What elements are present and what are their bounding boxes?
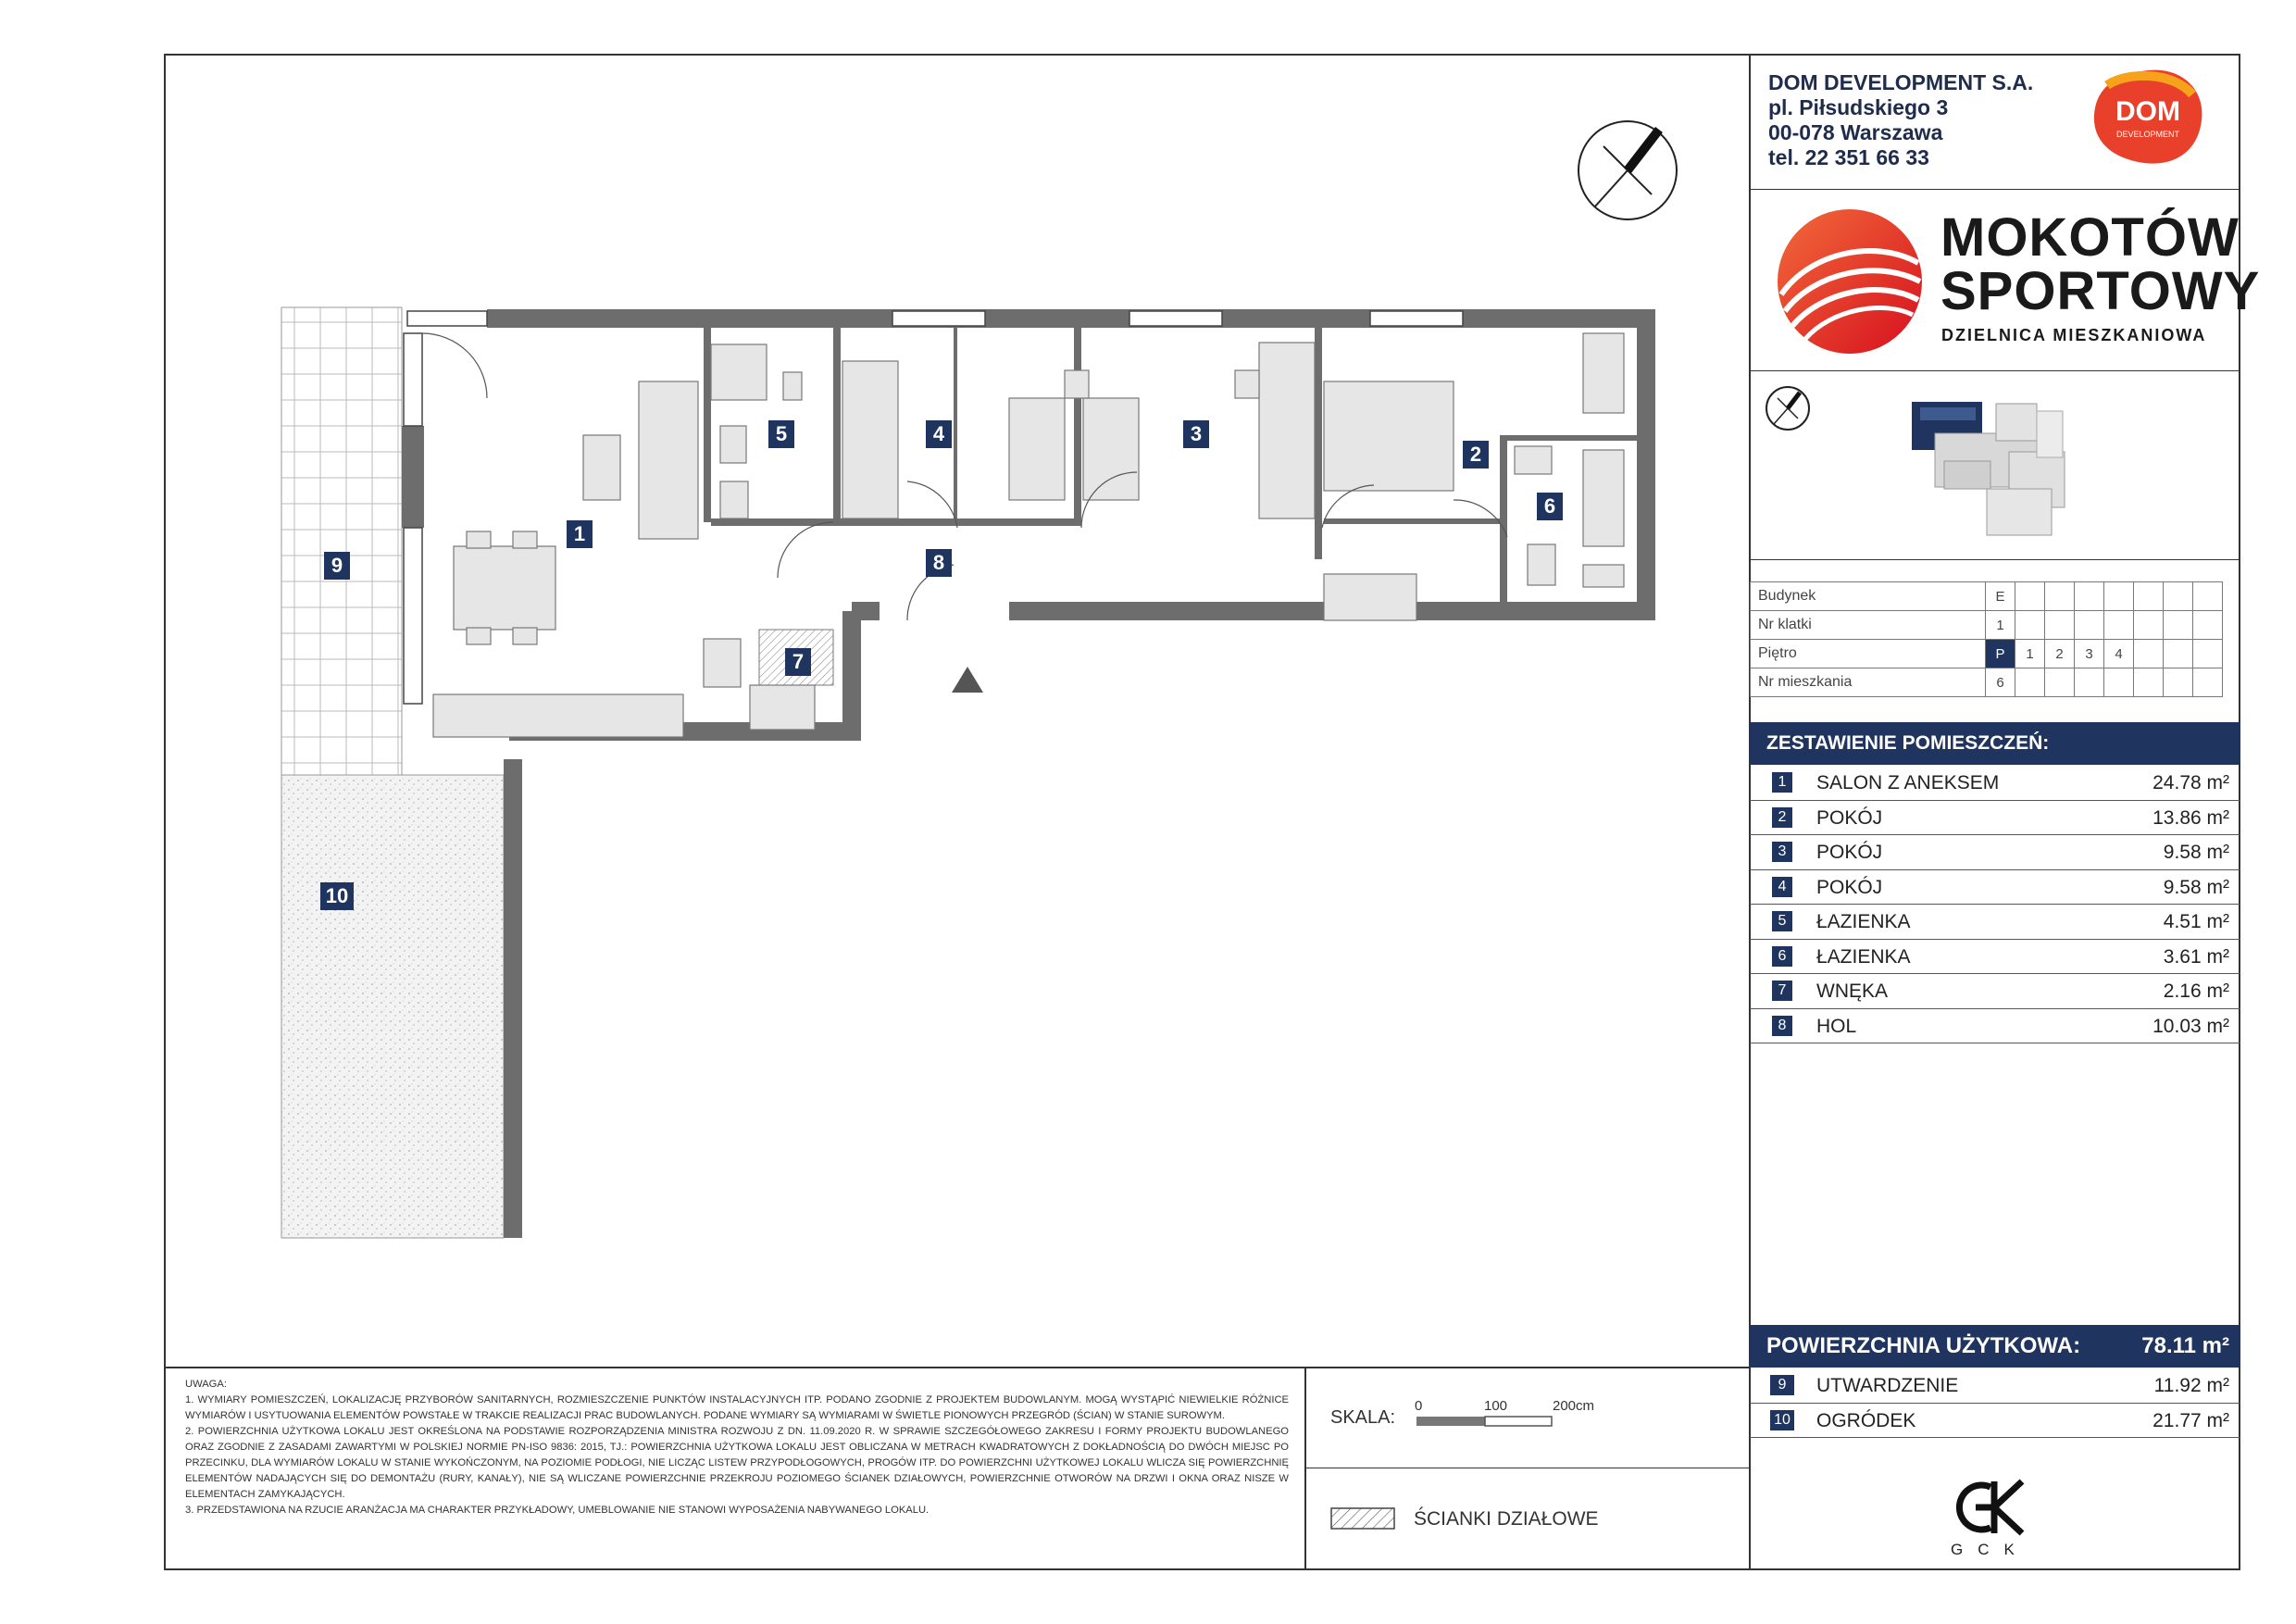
dom-logo-subtext: DEVELOPMENT — [2115, 130, 2180, 139]
info-label: Piętro — [1751, 640, 1986, 668]
company-name: DOM DEVELOPMENT S.A. — [1768, 70, 2034, 94]
keyplan-bottom-rule — [1749, 559, 2240, 560]
info-row-floor — [1751, 640, 2223, 668]
plan-label-room-3: 3 — [1183, 420, 1209, 448]
room-area: 9.58 m² — [2163, 842, 2229, 863]
info-row-apartment — [1751, 668, 2223, 697]
room-number: 1 — [1772, 772, 1792, 793]
total-area-label: POWIERZCHNIA UŻYTKOWA: — [1766, 1333, 2081, 1358]
room-name: POKÓJ — [1816, 876, 1883, 898]
notes-title: UWAGA: — [185, 1379, 227, 1390]
plan-label-room-1: 1 — [567, 520, 593, 548]
project-divider — [1749, 370, 2240, 371]
room-row — [1750, 1009, 2240, 1044]
dom-logo-text: DOM — [2115, 96, 2180, 127]
gck-letters: GCK — [1951, 1541, 2029, 1558]
project-subtitle: DZIELNICA MIESZKANIOWA — [1941, 326, 2207, 344]
scale-tick-0: 0 — [1415, 1398, 1423, 1414]
plan-label-room-7: 7 — [785, 648, 811, 676]
rooms-list — [1750, 766, 2240, 1043]
building-key-plan — [1907, 396, 2083, 544]
room-row — [1750, 940, 2240, 975]
room-area: 24.78 m² — [2152, 772, 2229, 793]
room-name: POKÓJ — [1816, 842, 1883, 863]
info-row-staircase — [1751, 611, 2223, 640]
company-street: pl. Piłsudskiego 3 — [1768, 95, 1949, 119]
room-area: 3.61 m² — [2163, 945, 2229, 968]
info-value: 2 — [2045, 640, 2075, 668]
note-1: 1. WYMIARY POMIESZCZEŃ, LOKALIZACJĘ PRZYBORÓW SANITARNYCH, ROZMIESZCZENIE PUNKTÓW INSTALACYJNYCH ITP. PODANO ZGODNIE Z PROJEKTEM BUDOWLANYM. MOGĄ WYSTĄPIĆ NIEWIELKIE RÓŻNICE WYMIARÓW I USYTUOWANIA ELEMENTÓW POWSTAŁE W TRAKCIE REALIZACJI PRAC BUDOWLANYCH. PODANE WYMIARY SĄ WYMIARAMI W ŚWIETLE PIONOWYCH PRZEGRÓD (ŚCIAN) W STANIE SUROWYM. — [185, 1394, 1289, 1421]
room-row — [1750, 801, 2240, 836]
scale-tick-100: 100 — [1484, 1398, 1508, 1414]
plan-label-room-6: 6 — [1537, 493, 1563, 520]
company-divider — [1749, 189, 2240, 190]
floor-plan — [268, 296, 1676, 1241]
info-row-building — [1751, 582, 2223, 611]
entrance-arrow-icon — [952, 667, 983, 693]
apartment-info-table — [1750, 581, 2223, 697]
extra-area: 21.77 m² — [2152, 1409, 2229, 1431]
room-name: POKÓJ — [1816, 806, 1883, 829]
extra-row — [1750, 1404, 2240, 1439]
info-value-current-floor: P — [1986, 640, 2015, 668]
room-row — [1750, 974, 2240, 1009]
room-area: 4.51 m² — [2163, 911, 2229, 932]
info-label: Nr mieszkania — [1751, 668, 1986, 697]
room-number: 7 — [1772, 981, 1792, 1001]
room-row — [1750, 766, 2240, 801]
room-row — [1750, 905, 2240, 940]
plan-label-room-2: 2 — [1463, 441, 1489, 468]
room-number: 2 — [1772, 807, 1792, 828]
note-2: 2. POWIERZCHNIA UŻYTKOWA LOKALU JEST OKREŚLONA NA PODSTAWIE ROZPORZĄDZENIA MINISTRA ROZWOJU Z DN. 11.09.2020 R. W SPRAWIE SZCZEGÓŁOWEGO ZAKRESU I FORMY PROJEKTU BUDOWLANEGO ORAZ ZGODNIE Z ZASADAMI ZAWARTYMI W POLSKIEJ NORMIE PN-ISO 9836: 2015, TJ.: POWIERZCHNIA UŻYTKOWA LOKALU JEST OBLICZANA W METRACH KWADRATOWYCH Z DOKŁADNOŚCIĄ DO DWÓCH MIEJSC PO PRZECINKU, DLA WYMIARÓW LOKALU W STANIE WYKOŃCZONYM, NA POZIOMIE PODŁOGI, NIE LICZĄC LISTEW PRZYPODŁOGOWYCH, PROGÓW ITP. DO POWIERZCHNI UŻYTKOWEJ LOKALU WLICZA SIĘ POWIERZCHNIĘ ELEMENTÓW NADAJĄCYCH SIĘ DO DEMONTAŻU (RURY, KANAŁY), NIE SĄ WLICZANE POWIERZCHNIE PRZEKROJU POZIOMEGO ŚCIANEK DZIAŁOWYCH, POWIERZCHNIE OTWORÓW NA DRZWI I OKNA ORAZ NISZE W ELEMENTACH ZAMYKAJĄCYCH. — [185, 1426, 1289, 1500]
plan-label-room-5: 5 — [768, 420, 794, 448]
info-value: 3 — [2075, 640, 2104, 668]
notes-block — [185, 1377, 1289, 1518]
plan-label-terrace-9: 9 — [324, 552, 350, 580]
room-name: HOL — [1816, 1015, 1857, 1037]
compass-north-icon — [1576, 119, 1679, 222]
mokotow-sportowy-logo — [1774, 206, 1926, 357]
scale-label: SKALA: — [1330, 1407, 1396, 1428]
room-row — [1750, 870, 2240, 906]
note-3: 3. PRZEDSTAWIONA NA RZUCIE ARANŻACJA MA CHARAKTER PRZYKŁADOWY, UMEBLOWANIE NIE STANOWI WYPOSAŻENIA NABYWANEGO LOKALU. — [185, 1505, 930, 1516]
terrace-area — [281, 307, 402, 775]
room-number: 3 — [1772, 842, 1792, 862]
rooms-header — [1750, 722, 2240, 765]
rooms-header-label: ZESTAWIENIE POMIESZCZEŃ: — [1766, 732, 2050, 754]
extra-area: 11.92 m² — [2153, 1375, 2229, 1396]
extra-name: UTWARDZENIE — [1816, 1375, 1959, 1396]
info-value: 4 — [2104, 640, 2134, 668]
room-area: 9.58 m² — [2163, 876, 2229, 898]
project-title — [1940, 207, 2261, 321]
partition-legend-label: ŚCIANKI DZIAŁOWE — [1414, 1508, 1599, 1530]
plan-label-room-8: 8 — [926, 549, 952, 577]
notes-divider — [164, 1367, 1750, 1368]
extra-number: 10 — [1770, 1410, 1794, 1430]
room-area: 10.03 m² — [2152, 1015, 2229, 1037]
room-name: ŁAZIENKA — [1816, 911, 1911, 932]
scale-tick-200: 200cm — [1553, 1398, 1595, 1414]
extras-list — [1750, 1368, 2240, 1438]
scale-bar — [1416, 1415, 1554, 1428]
room-area: 13.86 m² — [2152, 806, 2229, 829]
info-value: 1 — [1986, 611, 2015, 640]
info-value: 1 — [2015, 640, 2045, 668]
company-phone: tel. 22 351 66 33 — [1768, 145, 1929, 169]
project-title-line2: SPORTOWY — [1940, 261, 2261, 321]
room-number: 6 — [1772, 946, 1792, 967]
extra-number: 9 — [1770, 1375, 1794, 1395]
info-label: Budynek — [1751, 582, 1986, 611]
room-number: 5 — [1772, 911, 1792, 931]
info-label: Nr klatki — [1751, 611, 1986, 640]
keyplan-compass-icon — [1765, 385, 1811, 431]
project-title-line1: MOKOTÓW — [1940, 207, 2240, 268]
company-block — [1768, 70, 2033, 170]
info-value: E — [1986, 582, 2015, 611]
info-value: 6 — [1986, 668, 2015, 697]
garden-area — [281, 775, 504, 1238]
company-city: 00-078 Warszawa — [1768, 120, 1943, 144]
extra-name: OGRÓDEK — [1816, 1409, 1916, 1431]
scale-divider — [1304, 1367, 1306, 1570]
plan-label-garden-10: 10 — [320, 882, 354, 910]
partition-legend-swatch — [1330, 1507, 1395, 1530]
dom-development-logo — [2089, 67, 2207, 169]
garden-wall — [504, 759, 522, 1238]
room-area: 2.16 m² — [2163, 981, 2229, 1002]
plan-label-room-4: 4 — [926, 420, 952, 448]
total-area-bar — [1750, 1325, 2240, 1368]
room-number: 8 — [1772, 1016, 1792, 1036]
room-name: ŁAZIENKA — [1816, 945, 1911, 968]
room-row — [1750, 835, 2240, 870]
room-number: 4 — [1772, 877, 1792, 897]
room-name: SALON Z ANEKSEM — [1816, 772, 2000, 793]
extra-row — [1750, 1368, 2240, 1404]
room-name: WNĘKA — [1816, 981, 1889, 1002]
gck-logo — [1948, 1478, 2037, 1537]
total-area-value: 78.11 m² — [2141, 1333, 2229, 1358]
